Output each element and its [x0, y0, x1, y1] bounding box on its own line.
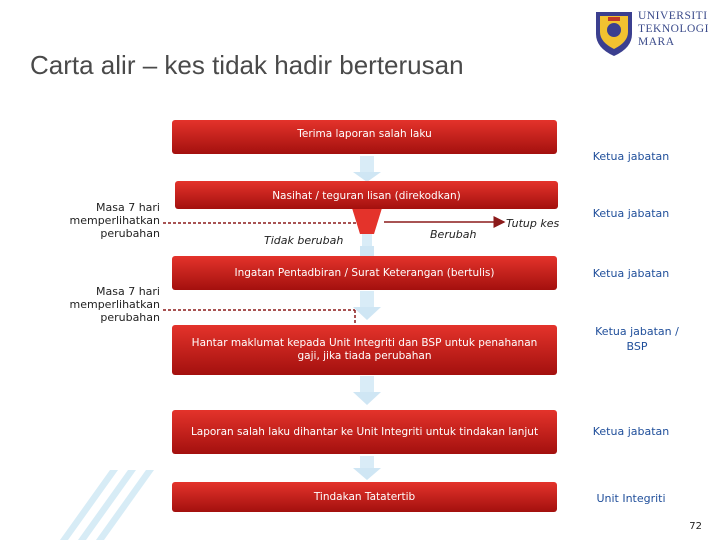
step-verbal-advice: Nasihat / teguran lisan (direkodkan): [175, 181, 558, 209]
role-label: Ketua jabatan: [592, 150, 670, 163]
role-label: Ketua jabatan: [592, 267, 670, 280]
role-label: Ketua jabatan: [592, 425, 670, 438]
decorative-stripes: [60, 470, 154, 540]
side-note-7-days: Masa 7 hari memperlihatkan perubahan: [69, 285, 160, 324]
side-note-7-days: Masa 7 hari memperlihatkan perubahan: [69, 201, 160, 240]
page-number: 72: [689, 521, 702, 532]
role-label: Unit Integriti: [596, 492, 666, 505]
down-arrow-icon: [353, 156, 381, 182]
down-arrow-icon: [353, 376, 381, 405]
branch-close-case-label: Tutup kes: [506, 217, 560, 230]
role-label: Ketua jabatan / BSP: [595, 325, 679, 353]
step-admin-reminder: Ingatan Pentadbiran / Surat Keterangan (bertulis): [172, 256, 557, 290]
step-disciplinary-action: Tindakan Tatatertib: [172, 482, 557, 512]
step-notify-integrity: Hantar maklumat kepada Unit Integriti dan BSP untuk penahanan gaji, jika tiada perubahan: [172, 325, 557, 375]
branch-changed-label: Berubah: [430, 228, 477, 241]
page-title: Carta alir – kes tidak hadir berterusan: [30, 50, 464, 80]
down-arrow-icon: [353, 291, 381, 320]
branch-no-change-label: Tidak berubah: [264, 234, 344, 247]
step-report-integrity: Laporan salah laku dihantar ke Unit Integriti untuk tindakan lanjut: [172, 410, 557, 454]
logo-text: UNIVERSITI TEKNOLOGI MARA: [638, 10, 709, 48]
branch-split-icon: [352, 208, 382, 234]
step-receive-report: Terima laporan salah laku: [172, 120, 557, 154]
role-label: Ketua jabatan: [592, 207, 670, 220]
down-arrow-icon: [353, 456, 381, 480]
